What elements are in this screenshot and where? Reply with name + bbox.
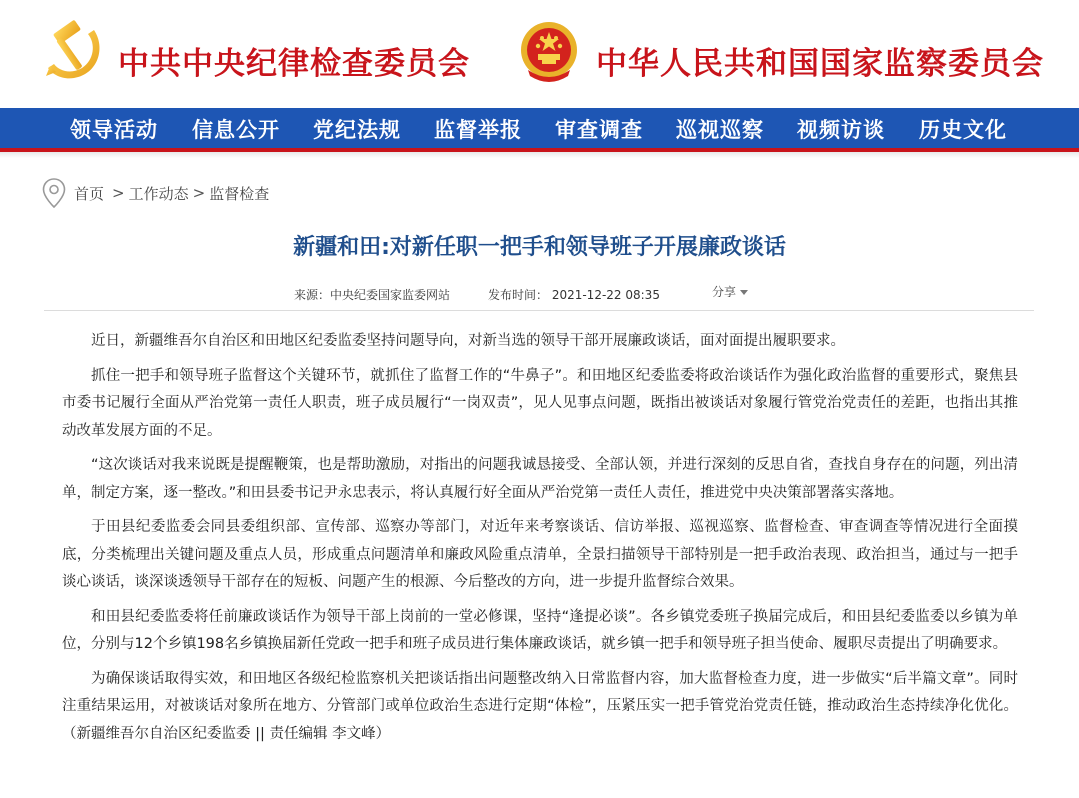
nav-item-video[interactable]: 视频访谈: [797, 117, 885, 142]
share-label: 分享: [712, 285, 737, 299]
caret-down-icon: [740, 290, 748, 295]
site-header: [0, 0, 1079, 108]
breadcrumb-separator: >: [192, 184, 206, 202]
cpc-ccdi-title[interactable]: 中共中央纪律检查委员会: [118, 46, 470, 82]
article-paragraph: 和田县纪委监委将任前廉政谈话作为领导干部上岗前的一堂必修课，坚持“逢提必谈”。各乡镇党委班子换届完成后，和田县纪委监委以乡镇为单位，分别与12个乡镇198名乡镇换届新任党政一把手和班子成员进行集体廉政谈话，就乡镇一把手和领导班子担当使命、履职尽责提出了明确要求。: [62, 608, 1018, 652]
breadcrumb-home[interactable]: 首页: [74, 184, 105, 203]
nav-item-investigation[interactable]: 审查调查: [555, 117, 643, 142]
article-paragraph: 抓住一把手和领导班子监督这个关键环节，就抓住了监督工作的“牛鼻子”。和田地区纪委监委将政治谈话作为强化政治监督的重要形式，聚焦县市委书记履行全面从严治党第一责任人职责，班子成员履行“一岗双责”，见人见事点问题，既指出被谈话对象履行管党治党责任的差距，也指出其推动改革发展方面的不足。: [62, 367, 1018, 439]
article-paragraph: 于田县纪委监委会同县委组织部、宣传部、巡察办等部门，对近年来考察谈话、信访举报、巡视巡察、监督检查、审查调查等情况进行全面摸底，分类梳理出关键问题及重点人员，形成重点问题清单和廉政风险重点清单，全景扫描领导干部特别是一把手政治表现、政治担当，通过与一把手谈心谈话，谈深谈透领导干部存在的短板、问题产生的根源、今后整改的方向，进一步提升监督综合效果。: [62, 519, 1018, 590]
nsc-title[interactable]: 中华人民共和国国家监察委员会: [596, 46, 1044, 82]
nav-item-history[interactable]: 历史文化: [919, 117, 1007, 142]
breadcrumb-separator: >: [112, 184, 125, 202]
article-publish-time: 发布时间： 2021-12-22 08:35: [488, 288, 660, 302]
article-title: 新疆和田:对新任职一把手和领导班子开展廉政谈话: [293, 235, 786, 260]
nav-item-reporting[interactable]: 监督举报: [434, 117, 522, 142]
location-pin-icon: [42, 178, 66, 208]
divider: [44, 310, 1034, 311]
breadcrumb-work-news[interactable]: 工作动态: [128, 184, 189, 203]
article-source: 来源：中央纪委国家监委网站: [294, 288, 451, 302]
party-emblem-icon[interactable]: [44, 18, 106, 84]
article-paragraph: 近日，新疆维吾尔自治区和田地区纪委监委坚持问题导向，对新当选的领导干部开展廉政谈话，面对面提出履职要求。: [91, 333, 845, 349]
national-emblem-icon[interactable]: [518, 20, 580, 84]
main-nav: [0, 108, 1079, 152]
share-button[interactable]: [712, 283, 748, 300]
article-paragraph: “这次谈话对我来说既是提醒鞭策，也是帮助激励，对指出的问题我诚恳接受、全部认领，并进行深刻的反思自省，查找自身存在的问题，列出清单，制定方案，逐一整改。”和田县委书记尹永忠表示，将认真履行好全面从严治党第一责任人责任，推进党中央决策部署落实落地。: [62, 457, 1018, 501]
nav-shadow: [0, 152, 1079, 158]
nav-item-inspection[interactable]: 巡视巡察: [676, 117, 764, 142]
nav-item-leadership[interactable]: 领导活动: [70, 117, 158, 142]
article-body: [62, 328, 1018, 755]
breadcrumb: [42, 178, 269, 208]
article-paragraph: 为确保谈话取得实效，和田地区各级纪检监察机关把谈话指出问题整改纳入日常监督内容，加大监督检查力度，进一步做实“后半篇文章”。同时注重结果运用，对被谈话对象所在地方、分管部门或单位政治生态进行定期“体检”，压紧压实一把手管党治党责任链，推动政治生态持续净化优化。（新疆维吾尔自治区纪委监委 || 责任编辑 李文峰）: [62, 670, 1018, 742]
nav-item-information[interactable]: 信息公开: [192, 117, 280, 142]
nav-item-regulations[interactable]: 党纪法规: [313, 117, 401, 142]
breadcrumb-supervision[interactable]: 监督检查: [209, 184, 270, 203]
